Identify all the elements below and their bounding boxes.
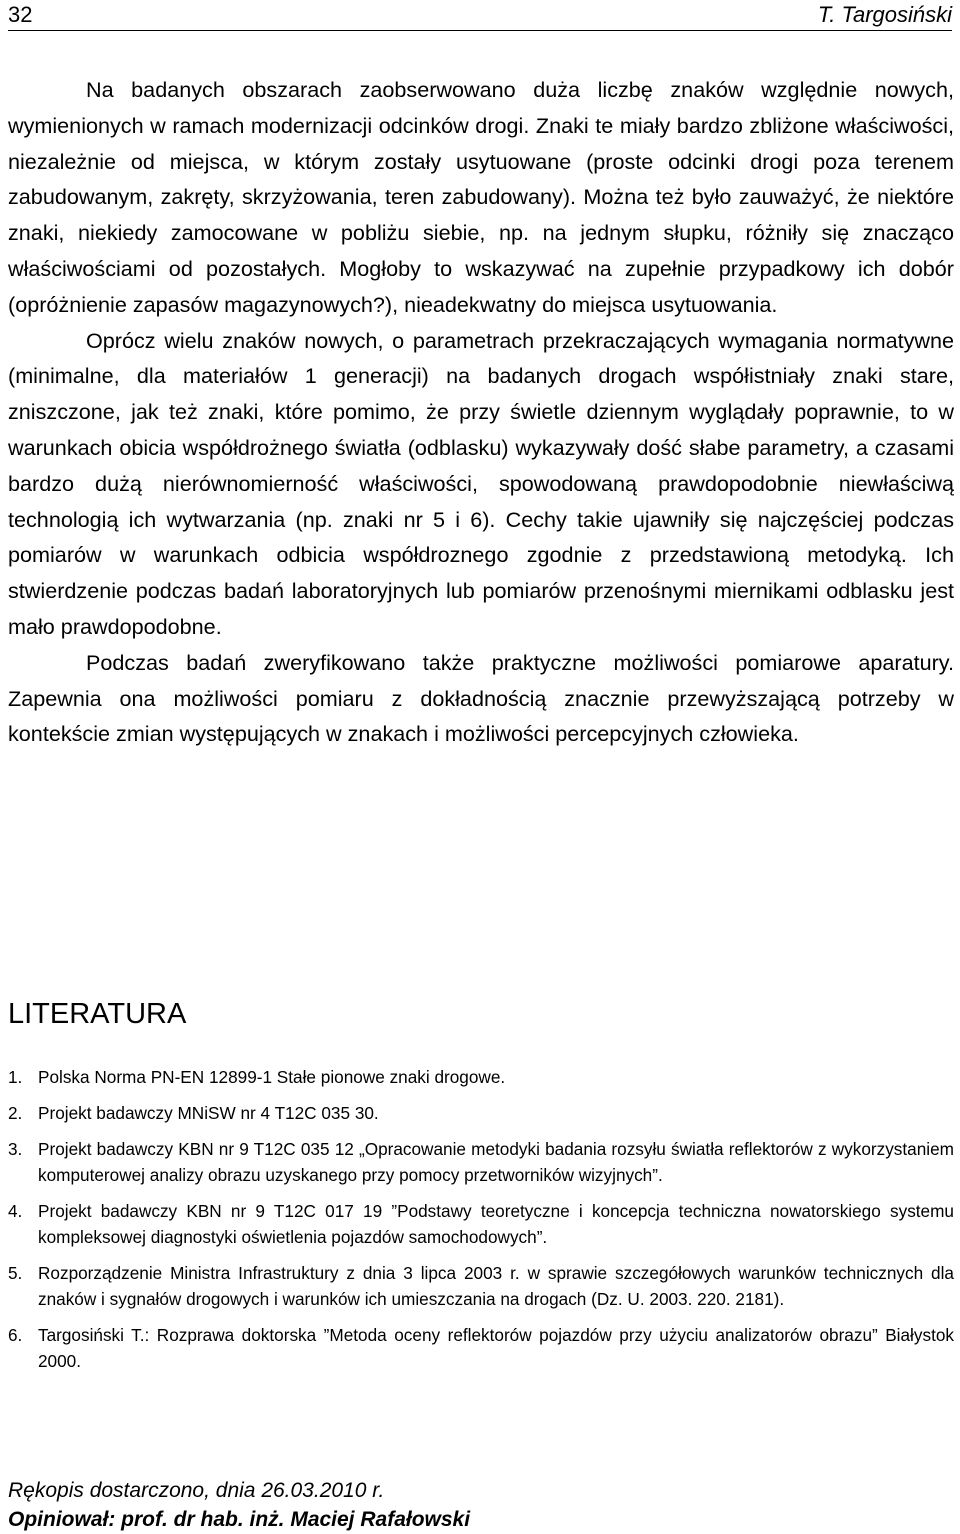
body-text: [8, 72, 954, 752]
literature-heading: LITERATURA: [8, 998, 187, 1030]
page-number: 32: [8, 2, 33, 27]
reference-item: [8, 1260, 954, 1312]
reference-number: 2.: [8, 1103, 23, 1123]
reference-item: [8, 1100, 954, 1126]
reference-number: 3.: [8, 1139, 23, 1159]
received-date: Rękopis dostarczono, dnia 26.03.2010 r.: [8, 1479, 385, 1502]
reference-number: 5.: [8, 1263, 23, 1283]
reference-item: [8, 1136, 954, 1188]
reference-item: [8, 1064, 954, 1090]
page-header: [8, 0, 952, 31]
running-head-author: T. Targosiński: [817, 2, 952, 27]
reference-text: Projekt badawczy MNiSW nr 4 T12C 035 30.: [38, 1103, 379, 1123]
manuscript-footer: [8, 1476, 470, 1534]
paragraph: Na badanych obszarach zaobserwowano duża liczbę znaków względnie nowych, wymienionych w ramach modernizacji odcinków drogi. Znaki te miały bardzo zbliżone właściwości, niezależnie od miejsca, w którym zostały usytuowane (proste odcinki drogi poza terenem zabudowanym, zakręty, skrzyżowania, teren zabudowany). Można też było zauważyć, że niektóre znaki, niekiedy zamocowane w pobliżu siebie, np. na jednym słupku, różniły się znacząco właściwościami od pozostałych. Mogłoby to wskazywać na zupełnie przypadkowy ich dobór (opróżnienie zapasów magazynowych?), nieadekwatny do miejsca usytuowania.: [8, 77, 954, 317]
reference-item: [8, 1198, 954, 1250]
reference-text: Polska Norma PN-EN 12899-1 Stałe pionowe znaki drogowe.: [38, 1067, 506, 1087]
reference-text: Rozporządzenie Ministra Infrastruktury z dnia 3 lipca 2003 r. w sprawie szczegółowych warunków technicznych dla znaków i sygnałów drogowych i warunków ich umieszczania na drogach (Dz. U. 2003. 220. 2181).: [38, 1263, 954, 1309]
paragraph: Podczas badań zweryfikowano także praktyczne możliwości pomiarowe aparatury. Zapewnia ona możliwości pomiaru z dokładnością znacznie przewyższającą potrzeby w kontekście zmian występujących w znakach i możliwości percepcyjnych człowieka.: [8, 649, 954, 747]
reference-text: Targosiński T.: Rozprawa doktorska ”Metoda oceny reflektorów pojazdów przy użyciu analizatorów obrazu” Białystok 2000.: [38, 1325, 954, 1371]
reference-number: 6.: [8, 1325, 23, 1345]
reference-text: Projekt badawczy KBN nr 9 T12C 035 12 „Opracowanie metodyki badania rozsyłu światła reflektorów z wykorzystaniem komputerowej analizy obrazu uzyskanego przy pomocy przetworników wizyjnych”.: [38, 1139, 954, 1185]
reference-item: [8, 1322, 954, 1374]
paragraph: Oprócz wielu znaków nowych, o parametrach przekraczających wymagania normatywne (minimalne, dla materiałów 1 generacji) na badanych drogach współistniały znaki stare, zniszczone, jak też znaki, które pomimo, że przy świetle dziennym wyglądały poprawnie, to w warunkach obicia współdrożnego światła (odblasku) wykazywały dość słabe parametry, a czasami bardzo dużą nierównomierność właściwości, spowodowaną prawdopodobnie niewłaściwą technologią ich wytwarzania (np. znaki nr 5 i 6). Cechy takie ujawniły się najczęściej podczas pomiarów w warunkach odbicia współdroznego zgodnie z przedstawioną metodyką. Ich stwierdzenie podczas badań laboratoryjnych lub pomiarów przenośnymi miernikami odblasku jest mało prawdopodobne.: [8, 327, 954, 639]
reference-number: 4.: [8, 1201, 23, 1221]
reference-text: Projekt badawczy KBN nr 9 T12C 017 19 ”Podstawy teoretyczne i koncepcja techniczna nowatorskiego systemu kompleksowej diagnostyki oświetlenia pojazdów samochodowych”.: [38, 1201, 954, 1247]
reference-number: 1.: [8, 1067, 23, 1087]
reviewer-note: Opiniował: prof. dr hab. inż. Maciej Rafałowski: [8, 1508, 471, 1531]
reference-list: [8, 1064, 954, 1384]
